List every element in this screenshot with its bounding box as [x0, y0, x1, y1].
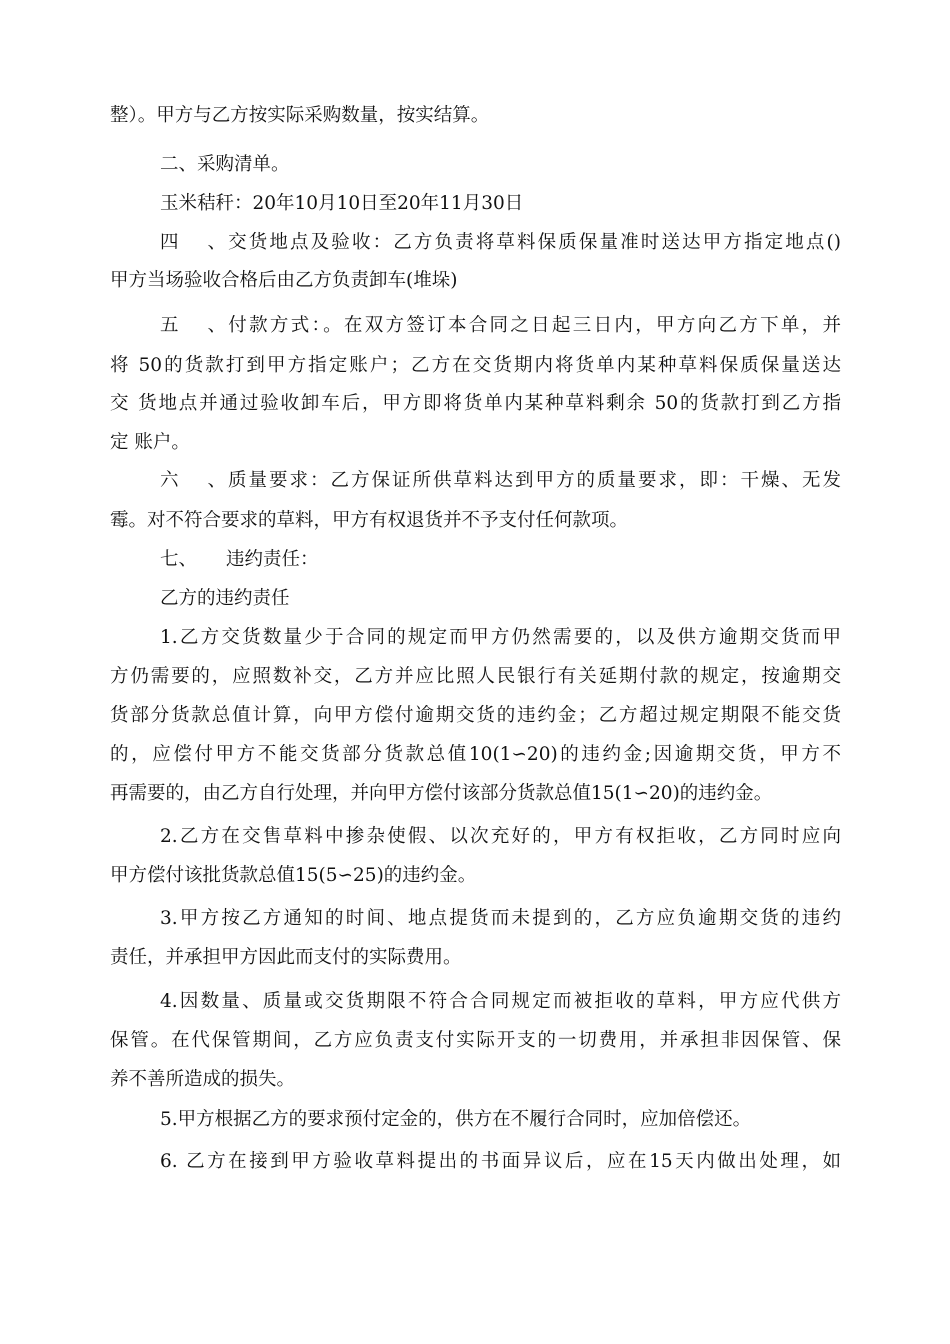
section-heading: 二、采购清单。	[160, 154, 290, 175]
text-line: 霉。对不符合要求的草料，甲方有权退货并不予支付任何款项。	[110, 510, 629, 531]
text-line: 甲方偿付该批货款总值15(5∽25)的违约金。	[110, 865, 477, 886]
text-line: 交 货地点并通过验收卸车后，甲方即将货单内某种草料剩余 50的货款打到乙方指	[110, 393, 841, 414]
text-line: 再需要的，由乙方自行处理，并向甲方偿付该部分货款总值15(1∽20)的违约金。	[110, 783, 773, 804]
section-text: 违约责任：	[226, 549, 319, 570]
text-line: 保管。在代保管期间，乙方应负责支付实际开支的一切费用，并承担非因保管、保	[110, 1030, 841, 1051]
text-line: 1.乙方交货数量少于合同的规定而甲方仍然需要的，以及供方逾期交货而甲	[160, 627, 841, 648]
section-heading	[160, 468, 841, 494]
text-line: 甲方当场验收合格后由乙方负责卸车(堆垛)	[110, 270, 458, 291]
text-line: 定 账户。	[110, 432, 190, 453]
text-line: 的，应偿付甲方不能交货部分货款总值10(1∽20)的违约金;因逾期交货，甲方不	[110, 744, 841, 765]
text-line: 2.乙方在交售草料中掺杂使假、以次充好的，甲方有权拒收，乙方同时应向	[160, 826, 841, 847]
text-line: 整）。甲方与乙方按实际采购数量，按实结算。	[110, 105, 490, 126]
section-number: 六、	[160, 470, 226, 491]
section-number: 七、	[160, 549, 198, 570]
section-text: 质量要求：乙方保证所供草料达到甲方的质量要求，即：干燥、无发	[226, 470, 841, 491]
text-line: 方仍需要的，应照数补交，乙方并应比照人民银行有关延期付款的规定，按逾期交	[110, 666, 841, 687]
section-text: 交货地点及验收：乙方负责将草料保质保量准时送达甲方指定地点()	[226, 232, 841, 253]
section-heading	[160, 230, 841, 256]
text-line: 6. 乙方在接到甲方验收草料提出的书面异议后，应在15天内做出处理，如	[160, 1151, 841, 1172]
section-number: 四、	[160, 232, 226, 253]
text-line: 5.甲方根据乙方的要求预付定金的，供方在不履行合同时，应加倍偿还。	[160, 1109, 752, 1130]
section-heading	[160, 547, 319, 573]
section-text: 付款方式：。在双方签订本合同之日起三日内，甲方向乙方下单，并	[226, 315, 841, 336]
text-line: 将 50的货款打到甲方指定账户；乙方在交货期内将货单内某种草料保质保量送达	[110, 355, 841, 376]
subheading: 乙方的违约责任	[160, 588, 290, 609]
text-line: 4.因数量、质量或交货期限不符合合同规定而被拒收的草料，甲方应代供方	[160, 991, 841, 1012]
section-number: 五、	[160, 315, 226, 336]
text-line: 责任，并承担甲方因此而支付的实际费用。	[110, 947, 462, 968]
section-heading	[160, 313, 841, 339]
text-line: 养不善所造成的损失。	[110, 1069, 296, 1090]
text-line: 玉米秸秆：20年10月10日至20年11月30日	[160, 193, 524, 214]
text-line: 货部分货款总值计算，向甲方偿付逾期交货的违约金；乙方超过规定期限不能交货	[110, 705, 841, 726]
text-line: 3.甲方按乙方通知的时间、地点提货而未提到的，乙方应负逾期交货的违约	[160, 908, 841, 929]
